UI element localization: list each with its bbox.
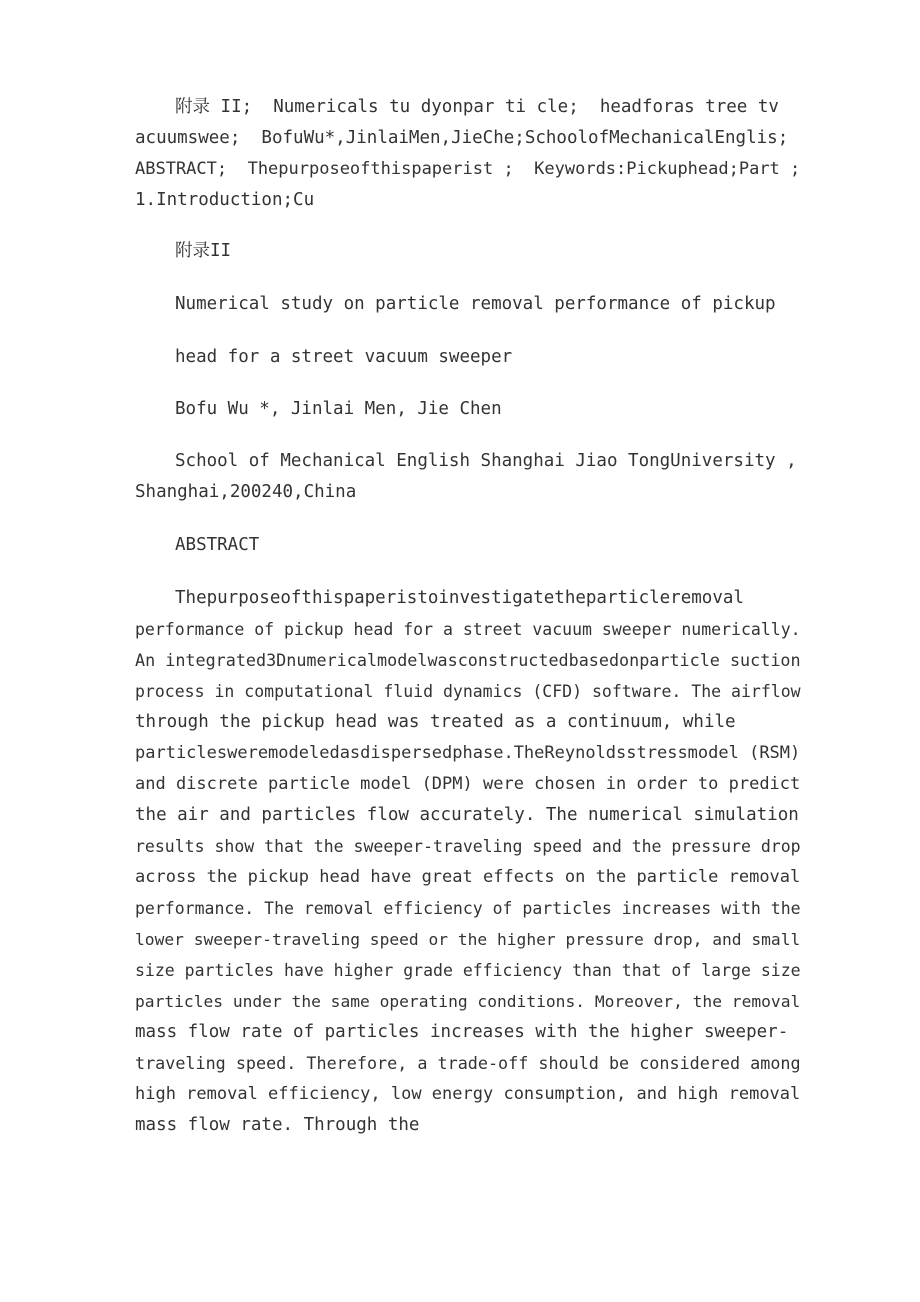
abstract-line: process in computational fluid dynamics (CFD) software. The airflow	[135, 682, 801, 701]
paper-title-line: head for a street vacuum sweeper	[175, 347, 513, 367]
abstract-line: mass flow rate of particles increases with the higher sweeper-	[135, 1022, 789, 1042]
affiliation-line: Shanghai,200240,China	[135, 482, 357, 502]
summary-paragraph	[135, 92, 805, 216]
paper-title-line: Numerical study on particle removal performance of pickup	[175, 294, 776, 314]
summary-line: 附录 II; Numericals tu dyonpar ti cle; headforas tree tv	[175, 97, 779, 117]
abstract-body	[135, 583, 805, 1141]
title-line-1-paragraph	[135, 289, 805, 320]
summary-line: ABSTRACT; Thepurposeofthispaperist ; Keywords:Pickuphead;Part ;	[135, 159, 801, 179]
abstract-line: through the pickup head was treated as a continuum, while	[135, 712, 736, 732]
abstract-line: performance. The removal efficiency of particles increases with the	[135, 899, 801, 918]
abstract-line: An integrated3Dnumericalmodelwasconstructedbasedonparticle suction	[135, 650, 801, 670]
abstract-heading-paragraph	[135, 530, 805, 561]
abstract-line: results show that the sweeper-traveling speed and the pressure drop	[135, 837, 801, 856]
abstract-line: Thepurposeofthispaperistoinvestigatetheparticleremoval	[175, 588, 744, 608]
title-line-2-paragraph	[135, 342, 805, 373]
authors: Bofu Wu *, Jinlai Men, Jie Chen	[175, 399, 502, 419]
affiliation-paragraph	[135, 446, 805, 508]
appendix-label-paragraph	[135, 236, 805, 267]
abstract-heading: ABSTRACT	[175, 535, 260, 555]
abstract-line: lower sweeper-traveling speed or the higher pressure drop, and small	[135, 930, 801, 949]
abstract-line: particlesweremodeledasdispersedphase.TheReynoldsstressmodel (RSM)	[135, 743, 801, 763]
abstract-line: performance of pickup head for a street vacuum sweeper numerically.	[135, 620, 801, 639]
abstract-line: traveling speed. Therefore, a trade-off should be considered among	[135, 1053, 801, 1073]
abstract-line: particles under the same operating conditions. Moreover, the removal	[135, 992, 801, 1011]
summary-line: acuumswee; BofuWu*,JinlaiMen,JieChe;SchoolofMechanicalEnglis;	[135, 128, 789, 148]
summary-line: 1.Introduction;Cu	[135, 190, 315, 210]
abstract-line: across the pickup head have great effects on the particle removal	[135, 867, 801, 887]
abstract-line: size particles have higher grade efficiency than that of large size	[135, 961, 801, 980]
appendix-label: 附录II	[175, 241, 232, 261]
affiliation-line: School of Mechanical English Shanghai Jiao TongUniversity ,	[175, 451, 797, 471]
abstract-line: high removal efficiency, low energy consumption, and high removal	[135, 1084, 801, 1104]
authors-paragraph	[135, 394, 805, 425]
abstract-line: the air and particles flow accurately. The numerical simulation	[135, 805, 799, 825]
abstract-line: mass flow rate. Through the	[135, 1115, 420, 1135]
abstract-line: and discrete particle model (DPM) were chosen in order to predict	[135, 774, 801, 794]
